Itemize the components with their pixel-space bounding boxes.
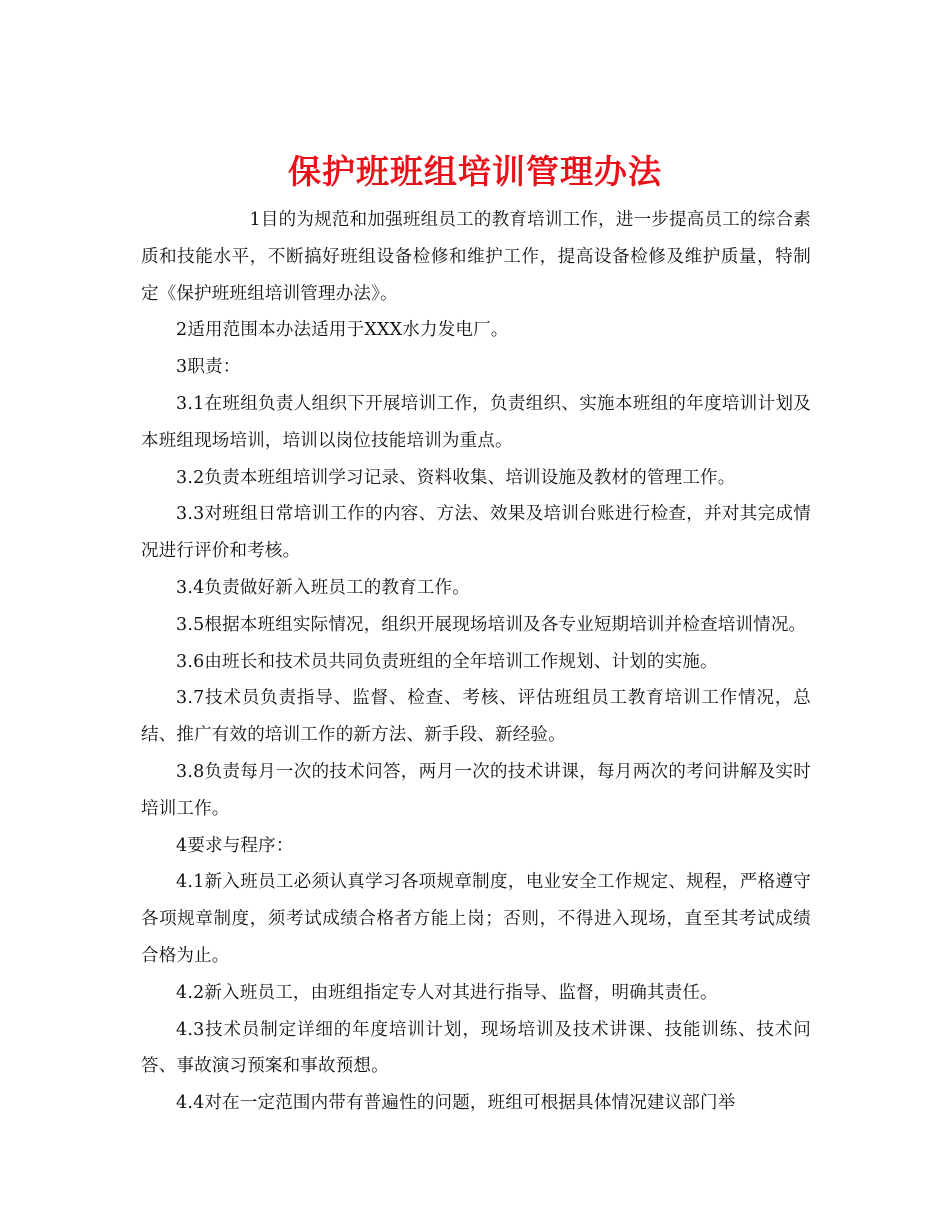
paragraph-3-6: 3.6由班长和技术员共同负责班组的全年培训工作规划、计划的实施。 [176,651,718,672]
paragraph-3-1: 3.1在班组负责人组织下开展培训工作，负责组织、实施本班组的年度培训计划及本班组现场培训，培训以岗位技能培训为重点。 [141,393,811,451]
paragraph-3-8: 3.8负责每月一次的技术问答，两月一次的技术讲课，每月两次的考问讲解及实时培训工作。 [141,761,811,819]
paragraph-purpose: 1目的为规范和加强班组员工的教育培训工作，进一步提高员工的综合素质和技能水平，不断搞好班组设备检修和维护工作，提高设备检修及维护质量，特制定《保护班班组培训管理办法》。 [141,210,811,304]
paragraph-3-7: 3.7技术员负责指导、监督、检查、考核、评估班组员工教育培训工作情况，总结、推广有效的培训工作的新方法、新手段、新经验。 [141,688,811,746]
document-title: 保护班班组培训管理办法 [288,152,662,192]
paragraph-requirements-heading: 4要求与程序： [176,835,294,856]
paragraph-3-2: 3.2负责本班组培训学习记录、资料收集、培训设施及教材的管理工作。 [176,467,736,488]
paragraph-duties-heading: 3职责： [176,357,241,378]
paragraph-4-2: 4.2新入班员工，由班组指定专人对其进行指导、监督，明确其责任。 [176,982,718,1003]
paragraph-3-4: 3.4负责做好新入班员工的教育工作。 [176,577,470,598]
paragraph-3-3: 3.3对班组日常培训工作的内容、方法、效果及培训台账进行检查，并对其完成情况进行评价和考核。 [141,504,811,562]
paragraph-scope: 2适用范围本办法适用于XXX水力发电厂。 [176,320,509,341]
paragraph-4-1: 4.1新入班员工必须认真学习各项规章制度，电业安全工作规定、规程，严格遵守各项规章制度，须考试成绩合格者方能上岗；否则，不得进入现场，直至其考试成绩合格为止。 [141,872,811,966]
document-body [141,202,811,1122]
paragraph-4-3: 4.3技术员制定详细的年度培训计划，现场培训及技术讲课、技能训练、技术问答、事故演习预案和事故预想。 [141,1019,811,1077]
paragraph-4-4: 4.4对在一定范围内带有普遍性的问题，班组可根据具体情况建议部门举 [176,1093,736,1114]
paragraph-3-5: 3.5根据本班组实际情况，组织开展现场培训及各专业短期培训并检查培训情况。 [176,614,807,635]
